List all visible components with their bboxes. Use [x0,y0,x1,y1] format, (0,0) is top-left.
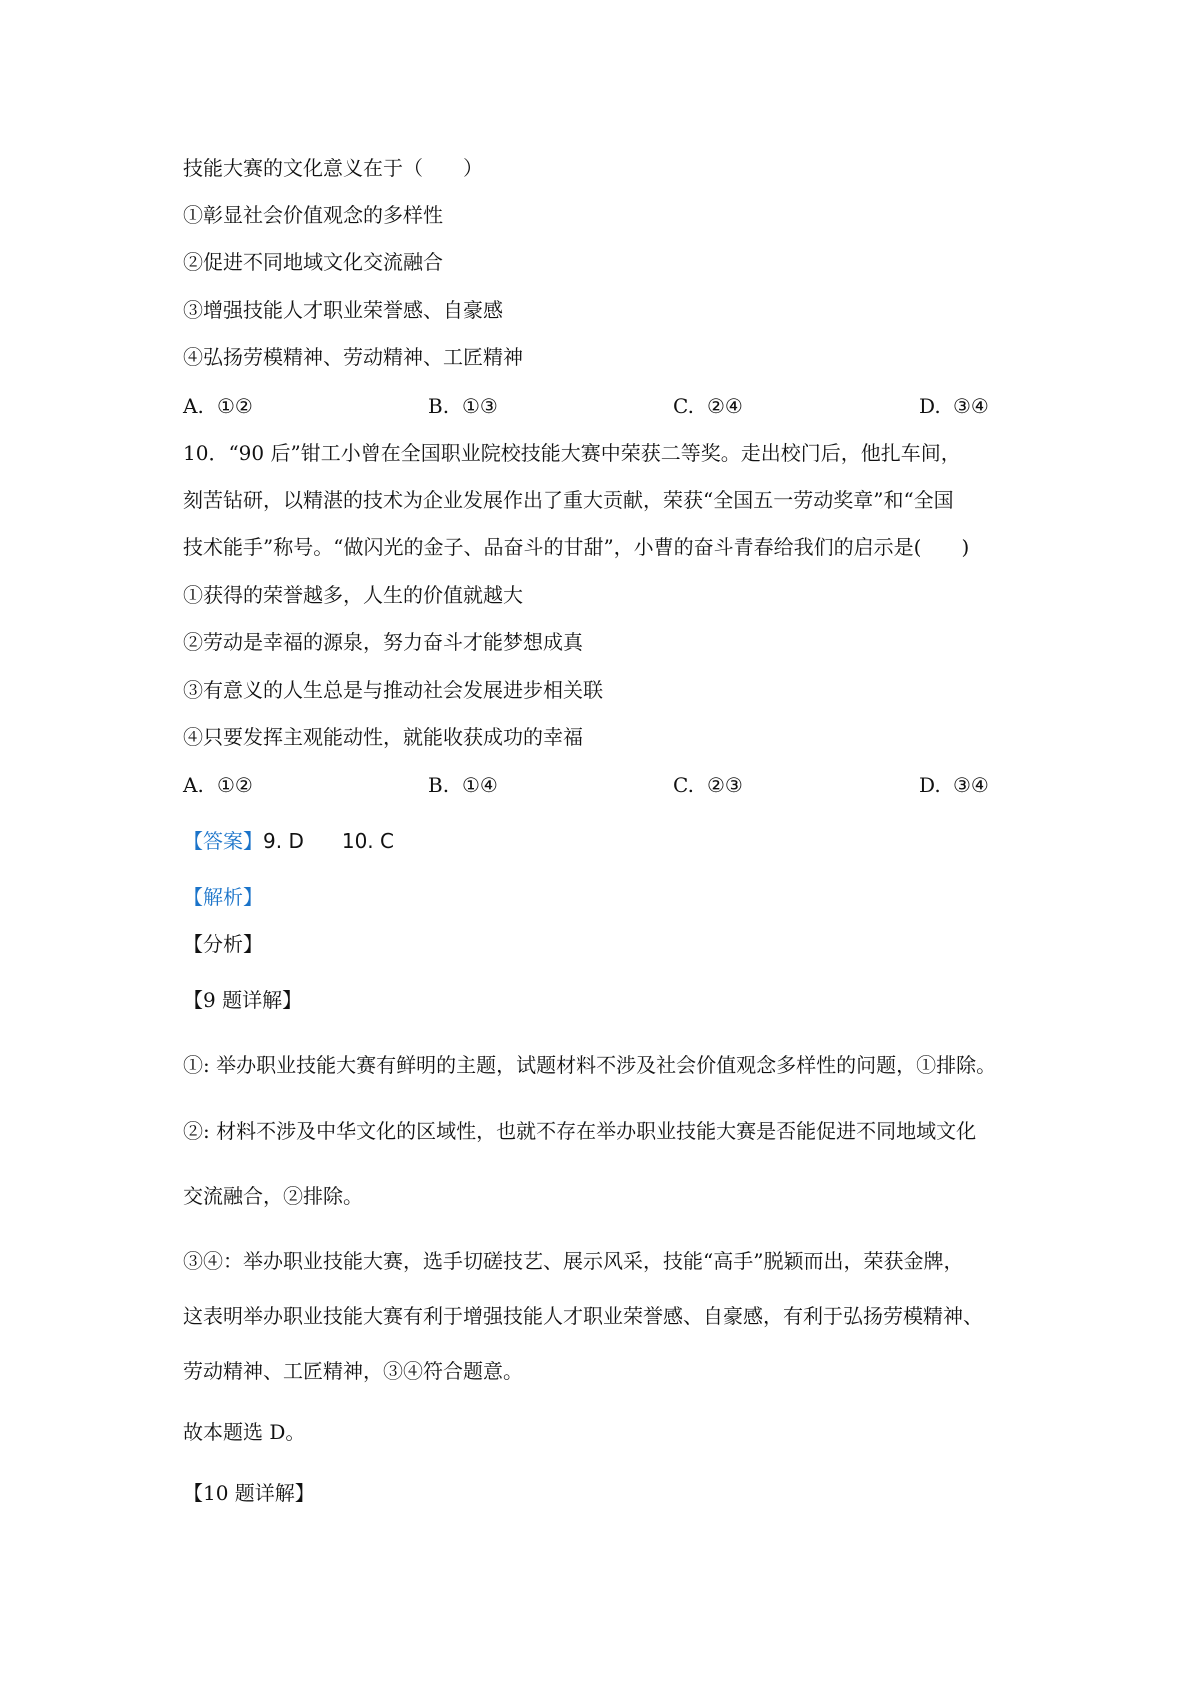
q10-option-c [673,771,743,799]
q9-option-b [428,392,498,420]
q9-detail-line-7: 故本题选 D。 [183,1420,306,1444]
q9-stem: 技能大赛的文化意义在于（ ） [183,156,483,180]
q9-detail-line-5: 这表明举办职业技能大赛有利于增强技能人才职业荣誉感、自豪感，有利于弘扬劳模精神、 [183,1304,983,1328]
q10-option-d-value: ③④ [953,773,989,797]
q9-item-4: ④弘扬劳模精神、劳动精神、工匠精神 [183,345,523,369]
q10-option-a [183,771,253,799]
q10-option-b [428,771,498,799]
q9-option-c-value: ②④ [707,394,743,418]
q9-detail-line-1: ①: 举办职业技能大赛有鲜明的主题，试题材料不涉及社会价值观念多样性的问题，①排除。 [183,1053,997,1077]
q10-stem-line-2: 刻苦钻研，以精湛的技术为企业发展作出了重大贡献，荣获“全国五一劳动奖章”和“全国 [183,488,954,512]
q9-detail-line-6: 劳动精神、工匠精神，③④符合题意。 [183,1359,523,1383]
q9-option-d-value: ③④ [953,394,989,418]
q9-item-3: ③增强技能人才职业荣誉感、自豪感 [183,298,503,322]
q10-option-b-value: ①④ [462,773,498,797]
q10-stem-line-1: 10．“90 后”钳工小曾在全国职业院校技能大赛中荣获二等奖。走出校门后，他扎车间， [183,441,961,465]
q9-option-c-key: C. [673,394,694,418]
q10-item-1: ①获得的荣誉越多，人生的价值就越大 [183,583,523,607]
q9-item-2: ②促进不同地域文化交流融合 [183,250,443,274]
analysis-label: 【解析】 [183,885,263,909]
q10-option-a-value: ①② [217,773,253,797]
answer-9: 9. D [263,829,304,853]
q9-option-a [183,392,253,420]
q10-option-d-key: D. [919,773,941,797]
q10-option-c-value: ②③ [707,773,743,797]
q9-detail-line-2: ②: 材料不涉及中华文化的区域性，也就不存在举办职业技能大赛是否能促进不同地域文化 [183,1119,977,1143]
q10-option-b-key: B. [428,773,450,797]
answer-line [183,827,394,855]
q9-option-a-key: A. [183,394,204,418]
q9-option-c [673,392,743,420]
q9-option-a-value: ①② [217,394,253,418]
fenxi-label: 【分析】 [183,932,263,956]
q10-item-4: ④只要发挥主观能动性，就能收获成功的幸福 [183,725,583,749]
q9-detail-line-3: 交流融合，②排除。 [183,1184,363,1208]
answer-label: 【答案】 [183,829,263,853]
q10-detail-title: 【10 题详解】 [183,1481,315,1505]
q10-option-d [919,771,989,799]
q9-option-b-value: ①③ [462,394,498,418]
q10-item-3: ③有意义的人生总是与推动社会发展进步相关联 [183,678,603,702]
q9-option-d [919,392,989,420]
q9-item-1: ①彰显社会价值观念的多样性 [183,203,443,227]
q10-item-2: ②劳动是幸福的源泉，努力奋斗才能梦想成真 [183,630,583,654]
answer-10: 10. C [341,829,394,853]
q10-option-c-key: C. [673,773,694,797]
q10-option-a-key: A. [183,773,204,797]
q10-stem-line-3: 技术能手”称号。“做闪光的金子、品奋斗的甘甜”，小曹的奋斗青春给我们的启示是( ) [183,535,970,559]
q9-option-d-key: D. [919,394,941,418]
q9-option-b-key: B. [428,394,450,418]
q9-detail-title: 【9 题详解】 [183,988,303,1012]
q9-detail-line-4: ③④：举办职业技能大赛，选手切磋技艺、展示风采，技能“高手”脱颖而出，荣获金牌， [183,1249,964,1273]
